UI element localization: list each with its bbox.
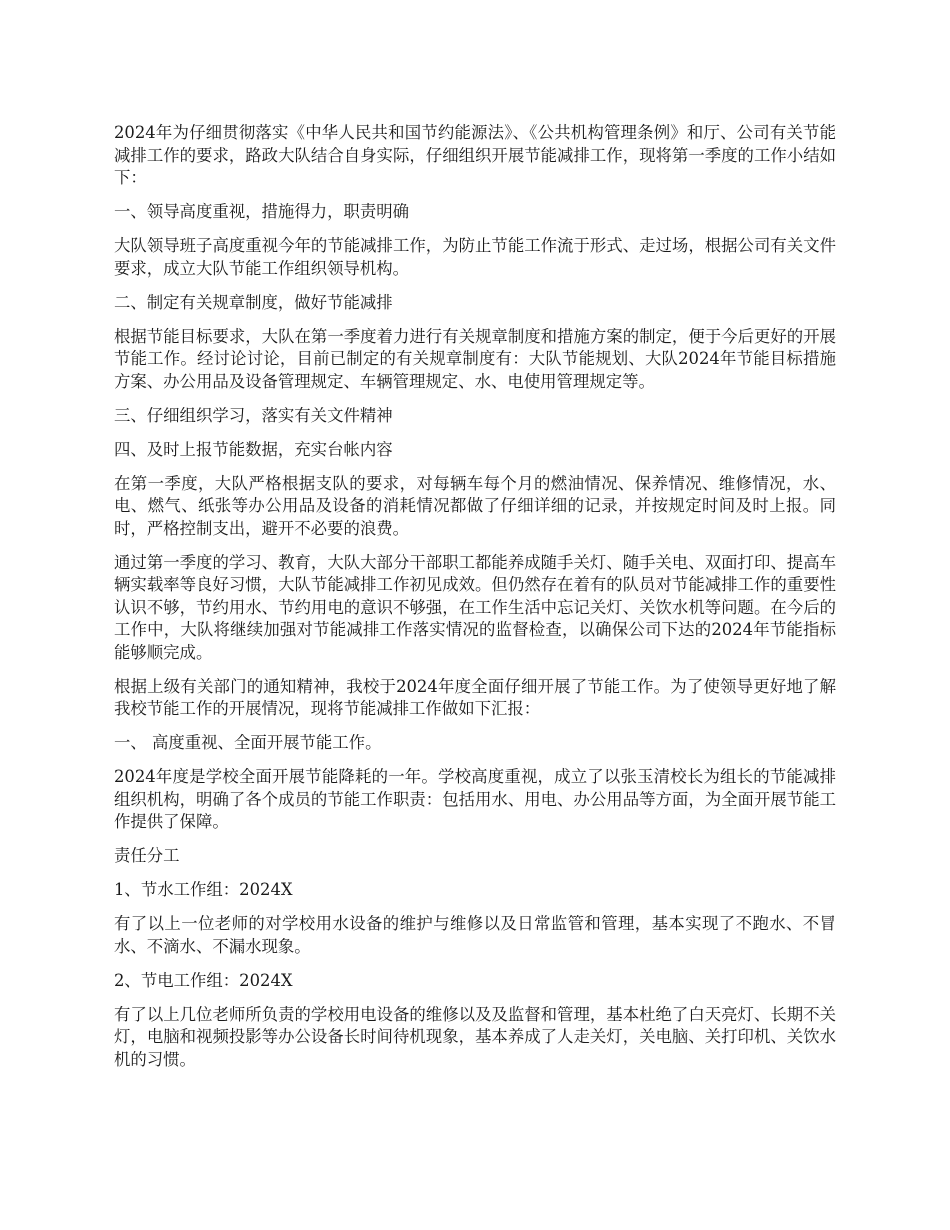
water-group-paragraph: 有了以上一位老师的对学校用水设备的维护与维修以及日常监管和管理，基本实现了不跑水、不冒水、不滴水、不漏水现象。 (114, 914, 836, 956)
intro-paragraph: 2024年为仔细贯彻落实《中华人民共和国节约能源法》、《公共机构管理条例》和厅、公司有关节能减排工作的要求，路政大队结合自身实际，仔细组织开展节能减排工作，现将第一季度的工作小结如下： (114, 123, 836, 187)
section-heading-2: 二、制定有关规章制度，做好节能减排 (114, 292, 393, 312)
school-intro-paragraph: 根据上级有关部门的通知精神，我校于2024年度全面仔细开展了节能工作。为了使领导更好地了解我校节能工作的开展情况，现将节能减排工作做如下汇报： (114, 676, 836, 718)
water-group-heading: 1、节水工作组：2024X (114, 880, 293, 899)
school-section-1-paragraph: 2024年度是学校全面开展节能降耗的一年。学校高度重视，成立了以张玉清校长为组长的节能减排组织机构，明确了各个成员的节能工作职责：包括用水、用电、办公用品等方面，为全面开展节能工作提供了保障。 (114, 767, 836, 831)
power-group-heading: 2、节电工作组：2024X (114, 970, 293, 990)
section-heading-1: 一、领导高度重视，措施得力，职责明确 (114, 202, 410, 221)
school-heading-1: 一、 高度重视、全面开展节能工作。 (114, 733, 382, 752)
section-heading-4: 四、及时上报节能数据，充实台帐内容 (114, 439, 393, 459)
responsibility-heading: 责任分工 (114, 846, 180, 865)
section-2-paragraph: 根据节能目标要求，大队在第一季度着力进行有关规章制度和措施方案的制定，便于今后更好的开展节能工作。经讨论讨论，目前已制定的有关规章制度有：大队节能规划、大队2024年节能目标措施方案、办公用品及设备管理规定、车辆管理规定、水、电使用管理规定等。 (114, 326, 836, 391)
section-4-paragraph: 在第一季度，大队严格根据支队的要求，对每辆车每个月的燃油情况、保养情况、维修情况，水、电、燃气、纸张等办公用品及设备的消耗情况都做了仔细详细的记录，并按规定时间及时上报。同时，严格控制支出，避开不必要的浪费。 (114, 473, 836, 538)
summary-paragraph: 通过第一季度的学习、教育，大队大部分干部职工都能养成随手关灯、随手关电、双面打印、提高车辆实载率等良好习惯，大队节能减排工作初见成效。但仍然存在着有的队员对节能减排工作的重要性认识不够，节约用水、节约用电的意识不够强，在工作生活中忘记关灯、关饮水机等问题。在今后的工作中，大队将继续加强对节能减排工作落实情况的监督检查，以确保公司下达的2024年节能指标能够顺完成。 (114, 552, 836, 662)
section-1-paragraph: 大队领导班子高度重视今年的节能减排工作，为防止节能工作流于形式、走过场，根据公司有关文件要求，成立大队节能工作组织领导机构。 (114, 236, 836, 278)
section-heading-3: 三、仔细组织学习，落实有关文件精神 (114, 405, 393, 425)
power-group-paragraph: 有了以上几位老师所负责的学校用电设备的维修以及及监督和管理，基本杜绝了白天亮灯、长期不关灯，电脑和视频投影等办公设备长时间待机现象，基本养成了人走关灯，关电脑、关打印机、关饮水机的习惯。 (114, 1004, 836, 1069)
